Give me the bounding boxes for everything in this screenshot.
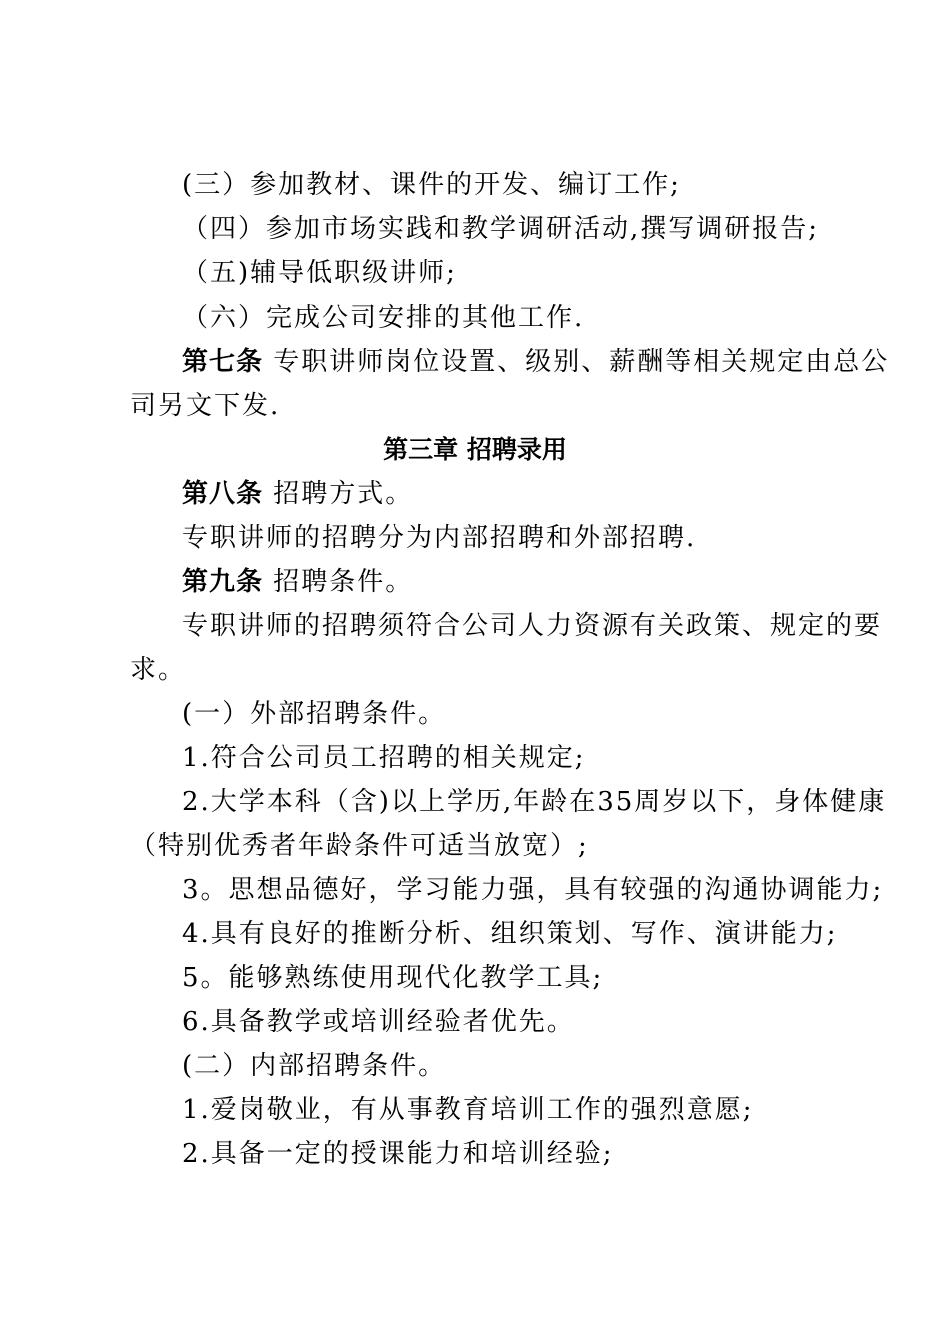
external-condition-2-continuation: （特别优秀者年龄条件可适当放宽）; — [130, 831, 589, 861]
article-9-text: 招聘条件。 — [263, 567, 414, 597]
external-condition-6: 6.具备教学或培训经验者优先。 — [182, 1007, 575, 1037]
external-condition-2: 2.大学本科（含)以上学历,年龄在35周岁以下，身体健康 — [182, 787, 887, 817]
duty-item-6: （六）完成公司安排的其他工作. — [182, 303, 585, 333]
article-9-line — [182, 560, 882, 604]
article-7-text: 专职讲师岗位设置、级别、薪酬等相关规定由总公 — [263, 347, 890, 377]
internal-condition-1: 1.爱岗敬业，有从事教育培训工作的强烈意愿; — [182, 1095, 754, 1125]
external-condition-4: 4.具有良好的推断分析、组织策划、写作、演讲能力; — [182, 919, 838, 949]
article-9-label: 第九条 — [182, 567, 264, 597]
external-conditions-title: (一）外部招聘条件。 — [182, 699, 447, 729]
article-8-body: 专职讲师的招聘分为内部招聘和外部招聘. — [182, 523, 697, 553]
duty-item-4: （四）参加市场实践和教学调研活动,撰写调研报告; — [182, 214, 820, 244]
article-8-text: 招聘方式。 — [263, 479, 414, 509]
article-7-line — [182, 340, 890, 384]
duty-item-5: （五)辅导低职级讲师; — [182, 258, 457, 288]
article-8-line — [182, 472, 882, 516]
external-condition-5: 5。能够熟练使用现代化教学工具; — [182, 963, 604, 993]
article-9-continuation: 求。 — [130, 655, 187, 685]
article-7-label: 第七条 — [182, 347, 264, 377]
internal-conditions-title: (二）内部招聘条件。 — [182, 1051, 447, 1081]
internal-condition-2: 2.具备一定的授课能力和培训经验; — [182, 1139, 614, 1169]
duty-item-3: (三）参加教材、课件的开发、编订工作; — [182, 170, 681, 200]
external-condition-3: 3。思想品德好，学习能力强，具有较强的沟通协调能力; — [182, 875, 884, 905]
article-8-label: 第八条 — [182, 479, 264, 509]
article-9-body: 专职讲师的招聘须符合公司人力资源有关政策、规定的要 — [182, 611, 883, 641]
article-7-continuation: 司另文下发. — [130, 391, 281, 421]
external-condition-1: 1.符合公司员工招聘的相关规定; — [182, 743, 586, 773]
chapter-3-heading: 第三章 招聘录用 — [383, 435, 567, 464]
